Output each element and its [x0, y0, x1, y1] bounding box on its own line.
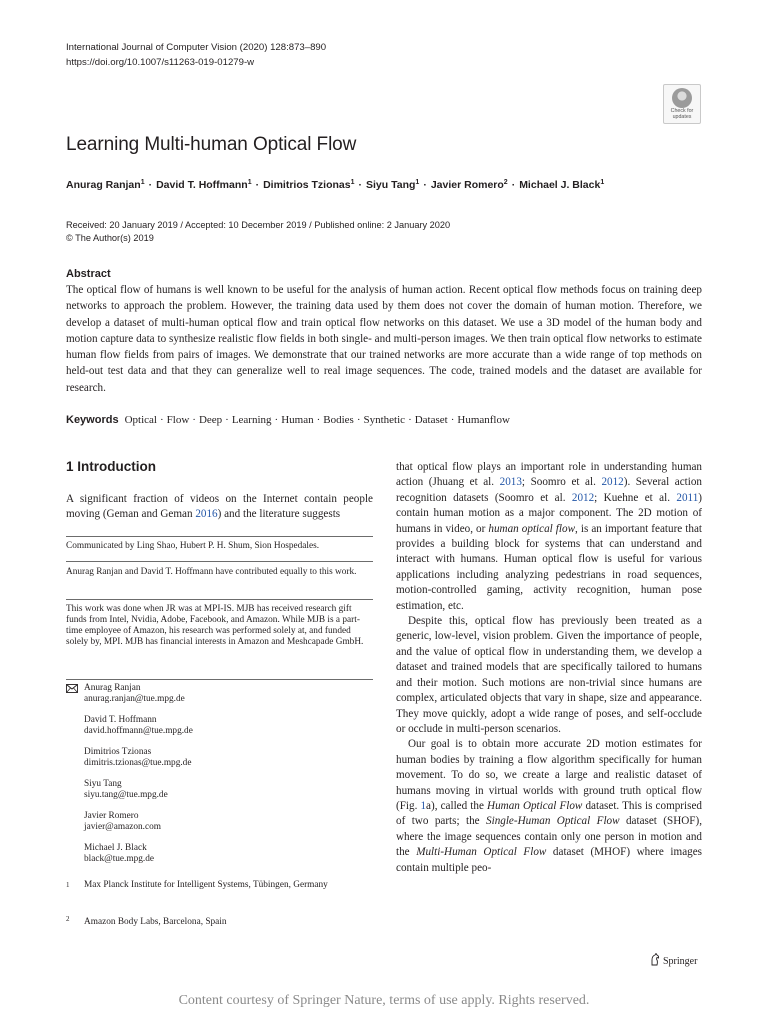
check-for-updates-badge-icon: [672, 88, 692, 108]
communicated-by-note: Communicated by Ling Shao, Hubert P. H. Shum, Sion Hospedales.: [66, 541, 320, 551]
keyword: Deep: [198, 414, 223, 426]
contact-entry: [84, 747, 193, 769]
contact-email[interactable]: black@tue.mpg.de: [84, 854, 155, 864]
paragraph-text: a), called the: [426, 799, 488, 812]
affiliation-text: Amazon Body Labs, Barcelona, Spain: [84, 917, 227, 927]
journal-reference: International Journal of Computer Vision (2020) 128:873–890: [66, 42, 327, 53]
paragraph-text: dataset. This is comprised of two parts; the: [396, 799, 702, 828]
intro-paragraph: Despite this, optical flow has previously been treated as a generic, low-level, vision problem. Given the importance of people, and the value of optical flow in understanding them, we develop a dataset and trained models that are specifically tailored to humans and their motion. Such motions are non-trivial since humans are complex, articulated objects that vary in shape, size and appearance. They move quickly, adopt a wide range of poses, and self-occlude or occlude in multi-person scenarios.: [396, 615, 702, 735]
springer-horse-logo-icon: [650, 953, 660, 966]
keywords-label: Keywords: [66, 414, 119, 426]
footer-notice: Content courtesy of Springer Nature, terms of use apply. Rights reserved.: [178, 993, 590, 1008]
keyword: Human: [281, 414, 314, 426]
affiliation-number: 1: [66, 881, 70, 889]
affiliation-1: [66, 880, 370, 894]
contact-entry: [84, 779, 193, 801]
author-affiliation-mark: 1: [140, 179, 145, 186]
check-for-updates-badge[interactable]: [663, 84, 701, 124]
publication-dates: Received: 20 January 2019 / Accepted: 10 December 2019 / Published online: 2 January 2020: [66, 220, 451, 230]
copyright-line: © The Author(s) 2019: [66, 233, 154, 243]
paragraph-text: Our goal is to obtain more accurate 2D motion estimates for human bodies by training a flow algorithm specifically for human movement. To do so, we create a large and realistic dataset of humans moving in virtual worlds with ground truth optical flow (Fig.: [396, 738, 702, 812]
paragraph-text: A significant fraction of videos on the Internet contain people moving (Geman and Geman: [66, 493, 373, 521]
contact-email[interactable]: javier@amazon.com: [84, 822, 161, 832]
abstract-text: The optical flow of humans is well known to be useful for the analysis of human action. Recent optical flow methods focus on training deep networks to approach the problem. However, the training data used by them does not cover the domain of human motion. Therefore, we develop a dataset of multi-human optical flow and train optical flow networks on this dataset. We use a 3D model of the human body and motion capture data to synthesize realistic flow fields in both single- and multi-person images. We then train optical flow networks to estimate human flow fields from pairs of images. We demonstrate that our trained networks are more accurate than a wide range of top methods on held-out test data and that they can generalize well to real image sequences. The code, trained models and the dataset are available for research.: [66, 284, 702, 394]
affiliation-2: [66, 914, 227, 928]
doi-link[interactable]: https://doi.org/10.1007/s11263-019-01279-w: [66, 57, 255, 68]
author-affiliation-mark: 1: [600, 179, 605, 186]
keyword: Bodies: [323, 414, 354, 426]
paragraph-text: ) and the literature suggests: [217, 508, 341, 521]
keyword: Dataset: [414, 414, 448, 426]
paragraph-text: ; Kuehne et al.: [594, 491, 677, 504]
author-affiliation-mark: 1: [350, 179, 355, 186]
intro-paragraph: [396, 460, 702, 614]
abstract-heading: Abstract: [66, 268, 111, 280]
divider: [66, 599, 373, 600]
check-updates-line-2: updates: [672, 113, 692, 120]
emphasis-text: Human Optical Flow: [487, 799, 583, 812]
divider: [66, 536, 373, 537]
author-name: Siyu Tang: [366, 179, 416, 191]
intro-right-column: [396, 460, 702, 876]
contact-entry: [84, 683, 193, 705]
paragraph-text: dataset (SHOF), where the image sequences contain only one person in motion and the: [396, 815, 702, 859]
intro-paragraph-left: [66, 492, 373, 523]
citation-link[interactable]: 2012: [571, 491, 595, 504]
author-list: Anurag Ranjan$^1$ · David T. Hoffmann$^1$ · Dimitrios Tzionas$^1$ · Siyu Tang$^1$ · Javier Romero$^2$ · Michael J. Black$^1$: [66, 179, 605, 191]
paragraph-text: ). Several action recognition datasets (Soomro et al.: [396, 476, 702, 504]
envelope-icon: [66, 684, 78, 693]
contact-entry: [84, 843, 193, 865]
author-affiliation-mark: 1: [415, 179, 420, 186]
keyword: Humanflow: [457, 414, 510, 426]
divider: [66, 679, 373, 680]
keywords-line: Keywords Optical · Flow · Deep · Learning · Human · Bodies · Synthetic · Dataset · Humanflow: [66, 414, 510, 426]
paragraph-text: that optical flow plays an important role in understanding human action (Jhuang et al.: [396, 461, 702, 489]
contact-name: David T. Hoffmann: [84, 715, 157, 725]
citation-link[interactable]: 2013: [499, 476, 522, 489]
paragraph-text: ) contain human motion as a major component. The 2D motion of humans in video, or: [396, 491, 702, 535]
author-name: Michael J. Black: [519, 179, 601, 191]
contact-name: Siyu Tang: [84, 779, 122, 789]
paragraph-text: ; Soomro et al.: [521, 476, 602, 489]
publisher-name: Springer: [663, 956, 698, 967]
citation-link[interactable]: 2011: [676, 491, 699, 504]
emphasis-text: Single-Human Optical Flow: [486, 815, 620, 828]
affiliation-text: Max Planck Institute for Intelligent Systems, Tübingen, Germany: [84, 880, 328, 890]
figure-link[interactable]: 1: [420, 799, 427, 812]
contact-name: Anurag Ranjan: [84, 683, 141, 693]
keyword: Flow: [166, 414, 190, 426]
contact-email[interactable]: dimitris.tzionas@tue.mpg.de: [84, 758, 192, 768]
affiliation-number: 2: [66, 915, 70, 923]
funding-note: This work was done when JR was at MPI-IS. MJB has received research gift funds from Intel, Nvidia, Adobe, Facebook, and Amazon. While MJB is a part-time employee of Amazon, his research was performed solely at, and funded solely by, MPI. MJB has financial interests in Amazon and Meshcapade GmbH.: [66, 604, 364, 647]
paragraph-text: , is an important feature that provides a building block for systems that can understand and interact with humans. Human optical flow is useful for various applications including analyzing pedestrians in road sequences, motion-controlled gaming, activity recognition, human pose estimation, etc.: [396, 522, 702, 612]
divider: [66, 561, 373, 562]
emphasis-text: Multi-Human Optical Flow: [416, 846, 547, 859]
intro-paragraph: [396, 737, 702, 876]
author-name: David T. Hoffmann: [156, 179, 248, 191]
paragraph-text: dataset (MHOF) where images contain multiple peo-: [396, 846, 702, 874]
keyword: Optical: [124, 414, 157, 426]
author-name: Dimitrios Tzionas: [263, 179, 351, 191]
contact-name: Javier Romero: [84, 811, 139, 821]
keyword: Learning: [231, 414, 272, 426]
section-heading-introduction: 1 Introduction: [66, 459, 156, 474]
keyword: Synthetic: [363, 414, 406, 426]
contact-name: Michael J. Black: [84, 843, 147, 853]
author-affiliation-mark: 1: [247, 179, 252, 186]
citation-link[interactable]: 2012: [601, 476, 624, 489]
contact-entry: [84, 811, 193, 833]
emphasis-text: human optical flow: [488, 522, 575, 535]
contact-email[interactable]: siyu.tang@tue.mpg.de: [84, 790, 168, 800]
author-name: Javier Romero: [430, 179, 504, 191]
paper-title: Learning Multi-human Optical Flow: [66, 134, 357, 155]
check-updates-line-1: Check for: [670, 108, 694, 114]
equal-contribution-note: Anurag Ranjan and David T. Hoffmann have contributed equally to this work.: [66, 567, 357, 577]
publisher-mark: [650, 953, 697, 967]
contact-email[interactable]: anurag.ranjan@tue.mpg.de: [84, 694, 185, 704]
citation-link[interactable]: 2016: [195, 508, 218, 521]
contact-entry: [84, 715, 193, 737]
author-affiliation-mark: 2: [503, 179, 508, 186]
author-name: Anurag Ranjan: [66, 179, 141, 191]
author-contacts: [84, 683, 193, 875]
contact-email[interactable]: david.hoffmann@tue.mpg.de: [84, 726, 193, 736]
contact-name: Dimitrios Tzionas: [84, 747, 152, 757]
